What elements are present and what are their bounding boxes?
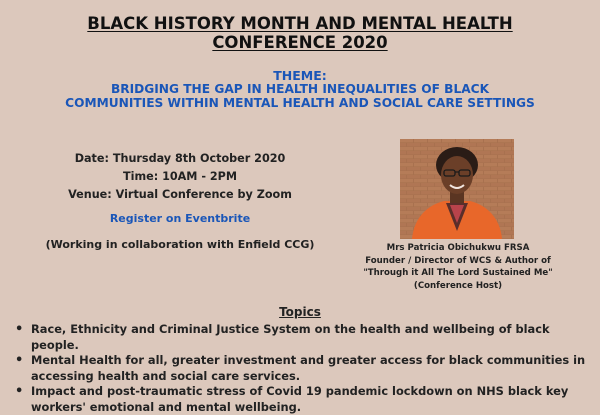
theme-line-1: BRIDGING THE GAP IN HEALTH INEQUALITIES OF BLACK: [110, 82, 490, 96]
host-role: Founder / Director of WCS & Author of: [365, 255, 551, 266]
host-note: (Conference Host): [413, 280, 503, 291]
host-portrait-image: [400, 139, 514, 239]
title-line-2: CONFERENCE 2020: [212, 33, 388, 52]
register-link[interactable]: Register on Eventbrite: [109, 212, 251, 225]
host-name: Mrs Patricia Obichukwu FRSA: [386, 243, 530, 253]
event-details: [40, 150, 320, 254]
title-line-1: BLACK HISTORY MONTH AND MENTAL HEALTH: [87, 14, 513, 33]
host-book: "Through it All The Lord Sustained Me": [363, 268, 553, 278]
topic-item: • Race, Ethnicity and Criminal Justice System on the health and wellbeing of black people.: [12, 322, 592, 353]
collaboration-note: (Working in collaboration with Enfield CCG): [45, 238, 315, 251]
conference-title: [0, 14, 600, 52]
theme-line-2: COMMUNITIES WITHIN MENTAL HEALTH AND SOCIAL CARE SETTINGS: [65, 96, 535, 110]
event-venue: Venue: Virtual Conference by Zoom: [68, 188, 292, 201]
theme-label: THEME:: [273, 68, 327, 83]
host-caption: [360, 242, 556, 292]
host-photo: [400, 139, 514, 239]
event-date: Date: Thursday 8th October 2020: [74, 152, 286, 165]
theme-text: [0, 82, 600, 110]
topics-heading: Topics: [279, 305, 321, 319]
topic-item: • Impact and post-traumatic stress of Covid 19 pandemic lockdown on NHS black key workers' emotional and mental wellbeing.: [12, 384, 592, 415]
event-time: Time: 10AM - 2PM: [123, 170, 237, 183]
topic-item: • Mental Health for all, greater investment and greater access for black communities in accessing health and social care services.: [12, 353, 592, 384]
topics-list: [12, 322, 592, 415]
